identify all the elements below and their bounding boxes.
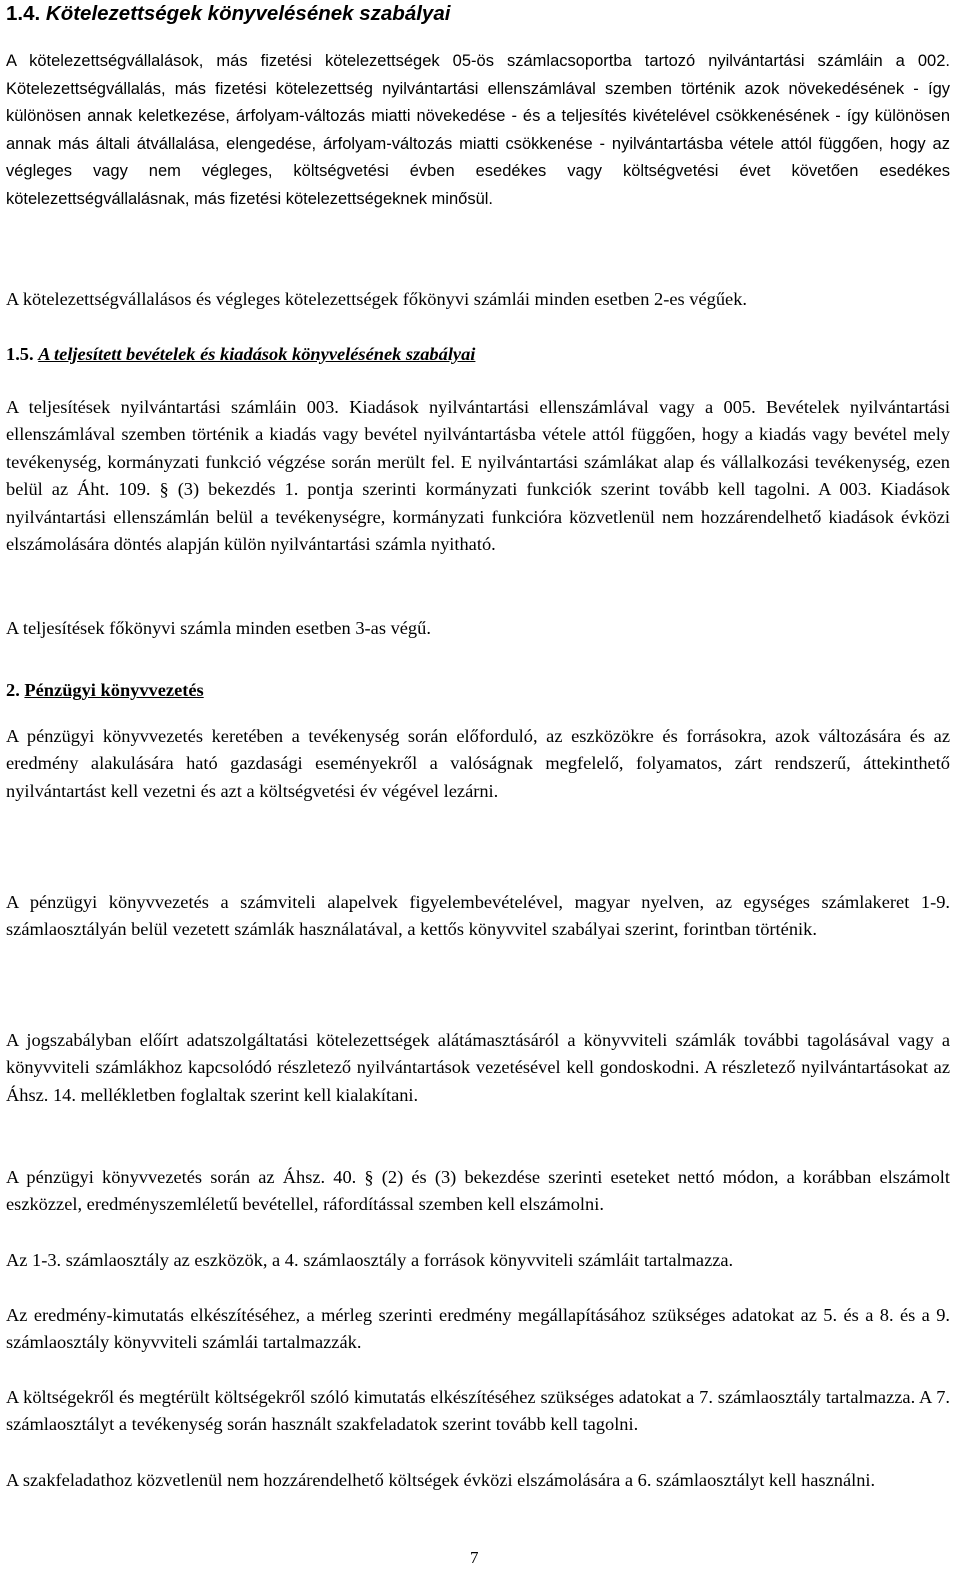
heading-1-4: [6, 2, 450, 26]
heading-number: 1.5.: [6, 344, 34, 364]
paragraph: Az 1-3. számlaosztály az eszközök, a 4. számlaosztály a források könyvviteli számláit tartalmazza.: [6, 1250, 734, 1270]
paragraph: A költségekről és megtérült költségekről szóló kimutatás elkészítéséhez szükséges adatokat a 7. számlaosztály tartalmazza. A 7. számlaosztályt a tevékenység során használt szakfeladatok szerint tovább kell tagolni.: [6, 1387, 950, 1435]
paragraph: A pénzügyi könyvvezetés a számviteli alapelvek figyelembevételével, magyar nyelven, az egységes számlakeret 1-9. számlaosztályán belül vezetett számlák használatával, a kettős könyvvitel szabályai szerint, forintban történik.: [6, 892, 950, 940]
page-number: 7: [470, 1548, 479, 1567]
heading-title: Pénzügyi könyvvezetés: [24, 680, 204, 700]
paragraph: A kötelezettségvállalások, más fizetési kötelezettségek 05-ös számlacsoportba tartozó nyilvántartási számláin a 002. Kötelezettségvállalás, más fizetési kötelezettség nyilvántartási ellenszámlával szemben történik azok növekedésének - így különösen annak keletkezése, árfolyam-változás miatti növekedése - és a teljesítés kivételével csökkenésének - így különösen annak más általi átvállalása, elengedése, árfolyam-változás miatti csökkenése - nyilvántartásba vétele attól függően, hogy az végleges vagy nem végleges, költségvetési évben esedékes vagy költségvetési évet követően esedékes kötelezettségvállalásnak, más fizetési kötelezettségeknek minősül.: [6, 52, 950, 208]
heading-title: A teljesített bevételek és kiadások könyvelésének szabályai: [38, 344, 476, 364]
paragraph: A teljesítések nyilvántartási számláin 003. Kiadások nyilvántartási ellenszámlával vagy a 005. Bevételek nyilvántartási ellenszámlával szemben történik a kiadás vagy bevétel nyilvántartásba vétele attól függően, hogy a kiadás vagy bevétel mely tevékenység, kormányzati funkció végzése során merült fel. E nyilvántartási számlákat alap és vállalkozási tevékenység, ezen belül az Áht. 109. § (3) bekezdés 1. pontja szerinti kormányzati funkciók szerint tovább kell tagolni. A 003. Kiadások nyilvántartási ellenszámlán belül a tevékenységre, kormányzati funkcióra közvetlenül nem hozzárendelhető kiadások évközi elszámolására döntés alapján külön nyilvántartási számla nyitható.: [6, 397, 950, 555]
paragraph: A pénzügyi könyvvezetés keretében a tevékenység során előforduló, az eszközökre és forrásokra, azok változására és az eredmény alakulására ható gazdasági eseményekről a valóságnak megfelelő, folyamatos, zárt rendszerű, áttekinthető nyilvántartást kell vezetni és azt a költségvetési év végével lezárni.: [6, 726, 950, 801]
heading-number: 2.: [6, 680, 20, 700]
paragraph: A szakfeladathoz közvetlenül nem hozzárendelhető költségek évközi elszámolására a 6. számlaosztályt kell használni.: [6, 1470, 876, 1490]
heading-title: Kötelezettségek könyvelésének szabályai: [45, 2, 451, 25]
paragraph: A kötelezettségvállalásos és végleges kötelezettségek főkönyvi számlái minden esetben 2-es végűek.: [6, 289, 747, 309]
paragraph: A teljesítések főkönyvi számla minden esetben 3-as végű.: [6, 618, 431, 638]
heading-2: [6, 678, 204, 702]
heading-1-5: [6, 342, 475, 366]
paragraph: A pénzügyi könyvvezetés során az Áhsz. 40. § (2) és (3) bekezdése szerinti eseteket nettó módon, a korábban elszámolt eszközzel, eredményszemléletű bevétellel, ráfordítással szemben kell elszámolni.: [6, 1167, 950, 1215]
paragraph: Az eredmény-kimutatás elkészítéséhez, a mérleg szerinti eredmény megállapításához szükséges adatokat az 5. és a 8. és a 9. számlaosztály könyvviteli számlái tartalmazzák.: [6, 1305, 950, 1353]
heading-number: 1.4.: [6, 2, 41, 25]
paragraph: A jogszabályban előírt adatszolgáltatási kötelezettségek alátámasztásáról a könyvviteli számlák további tagolásával vagy a könyvviteli számlákhoz kapcsolódó részletező nyilvántartások vezetésével kell gondoskodni. A részletező nyilvántartásokat az Áhsz. 14. mellékletben foglaltak szerint kell kialakítani.: [6, 1030, 950, 1105]
